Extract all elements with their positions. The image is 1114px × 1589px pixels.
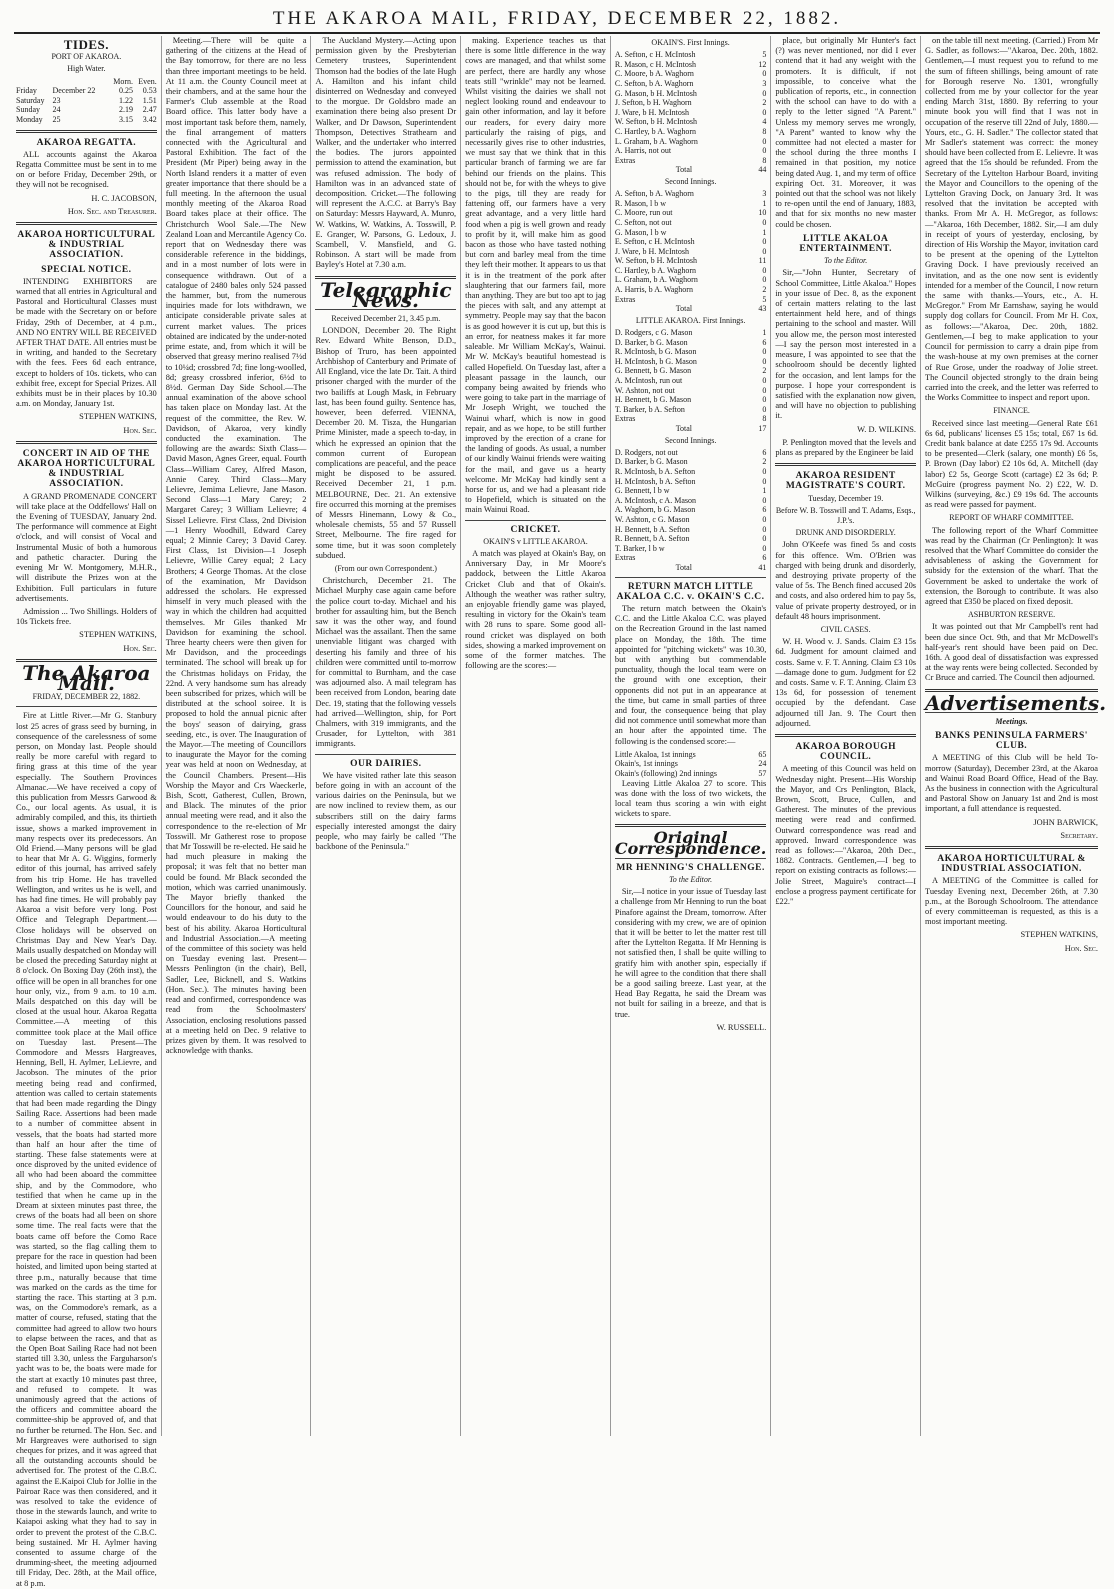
column-3: [311, 36, 461, 1436]
column-6: [771, 36, 921, 1436]
little-akaroa-first-innings: [615, 328, 766, 434]
divider: [615, 824, 766, 827]
column-4: [461, 36, 611, 1436]
table-row: A. Sefton, c H. McIntosh 5: [614, 50, 767, 60]
farmers-club-signature: JOHN BARWICK,: [1033, 817, 1099, 827]
telegraphic-news-text: LONDON, December 20. The Right Rev. Edward White Benson, D.D., Bishop of Truro, has been appointed Archbishop of Canterbury and Primate of All England, vice the late Dr. Tait. A third prisoner charged with the murder of the two bailiffs at Lough Mask, in February last, has been found guilty. Sentence has, however, been deferred. VIENNA, December 20. M. Tisza, the Hungarian Prime Minister, made a speech to-day, in which he expressed an opinion that the common current of European complications are peaceful, and the peace might be disposed to be assured. Received December 21, 1 p.m. MELBOURNE, Dec. 21. An extensive fire occurred this morning at the premises of Messrs Hinemann, Lowy & Co., wholesale chemists, 55 and 57 Russell Street, Melbourne. The fire raged for some time, but it was soon completely subdued.: [315, 326, 457, 560]
return-match-title: RETURN MATCH LITTLE AKALOA C.C. v. OKAIN'S C.C.: [616, 581, 765, 602]
table-row: Monday 25 3.15 3.42: [16, 114, 157, 124]
table-row: T. Barker, b A. Sefton 0: [614, 404, 767, 414]
table-row: R. Mason, c H. McIntosh 12: [614, 59, 767, 69]
correspondent-heading: (From our own Correspondent.): [334, 563, 437, 573]
table-row: R. Mason, l b w 1: [614, 198, 767, 208]
court-title: AKAROA RESIDENT MAGISTRATE'S COURT.: [785, 471, 906, 492]
divider: [925, 846, 1098, 849]
table-row: Extras 8: [614, 155, 767, 165]
table-row: L. Graham, b A. Waghorn 0: [614, 136, 767, 146]
court-before: Before W. B. Tosswill and T. Adams, Esqs., J.P.'s.: [775, 505, 916, 525]
table-row: D. Rodgers, not out 6: [614, 447, 767, 457]
entertainment-title: LITTLE AKALOA ENTERTAINMENT.: [799, 233, 892, 255]
table-row: Sunday 24 2.19 2.47: [16, 105, 157, 115]
divider: [775, 734, 916, 737]
henning-challenge-title: MR HENNING'S CHALLENGE.: [616, 862, 765, 873]
masthead: [14, 6, 1100, 34]
table-row: W. Ashton, not out 0: [614, 385, 767, 395]
table-row: Extras 8: [614, 414, 767, 424]
okains-first-innings: [615, 50, 766, 175]
table-row: Friday December 22 0.25 0.53: [16, 86, 157, 96]
hort-signature: STEPHEN WATKINS,: [79, 412, 157, 422]
tides-table: [16, 77, 157, 125]
return-match-result: Leaving Little Akaloa 27 to score. This was done with the loss of two wickets, the local team thus scoring a win with eight wickets to spare.: [614, 778, 767, 819]
civil-cases-heading: CIVIL CASES.: [820, 624, 871, 634]
table-row: Total 17: [675, 423, 767, 433]
divider: [465, 520, 606, 521]
regatta-signature: H. C. JACOBSON,: [91, 193, 157, 203]
divider: [16, 441, 157, 444]
entertainment-postscript: P. Penlington moved that the levels and plans as prepared by the Engineer be laid: [775, 437, 917, 457]
henning-to-editor: To the Editor.: [669, 874, 713, 884]
little-akaroa-second-innings: [615, 448, 766, 573]
local-news-continued: Meeting.—There will be quite a gathering of the citizens at the Head of the Bay tomorrow, for there are no less than three important meetings to be held. At 11 a.m. the County Council meet at their chambers, and at the same hour the Farmer's Club assemble at the Road Board office. This latter body have a most important task before them, namely, the final arrangement of matters connected with the Agricultural and Pastoral Exhibition. The fact of the President (Mr Piper) being away in the North Island renders it a matter of even greater importance that there should be a full meeting. In the afternoon the usual monthly meeting of the Akaroa Road Board takes place at their office. The Christchurch Wool Sale.—The New Zealand Loan and Mercantile Agency Co. report that on Wednesday there was considerable reference in the biddings, and in a most number of lots were in consequence withdrawn. Out of a catalogue of 2480 bales only 524 passed the hammer, but, from the numerous inquiries made for lots withdrawn, we anticipate considerable private sales at current market values. The prices obtained are indicated by the under-noted prime estate, and, from which it will be observed that greasy merino realised 7½d to 10¼d; crossbred 7d; fine long-woolled, 8d; greasy crossbred inferior, 6½d to 8½d. German Day Side School.—The annual examination of the above school has taken place on Monday last. At the request of the committee, the Rev. W. Davidson, of Akaroa, very kindly conducted the examination. The following are the awards: Sixth Class—David Mason, Agnes Greer, equal. Fourth Class—William Carey, Alfred Mason, Annie Carey. Third Class—Mary Lelievre, Jemima Lelievre, Jane Mason. Second Class—1 Mary Carey; 2 Margaret Carey; 3 William Lelievre; 4 Sissel Lelievre. First Class, 2nd Division—1 Henry Woodhill, Edward Carey equal; 2 Minnie Carey; 3 David Carey. First Class, 1st Division—1 Joseph Lelievre, Willie Carey equal; 2 Lacy Brothers; 4 George Thomas. At the close of the examination, Mr Davidson addressed the scholars. He expressed himself in very much pleased with the way in which the children had acquitted themselves. Mr Giles thanked Mr Davidson for examining the school. Three hearty cheers were then given for Mr Davidson, and the proceedings terminated. The school will break up for the Christmas holidays on Friday, the 22nd. A very handsome sum has already been subscribed for prizes, which will be distributed at the school soiree. It is proposed to hold the annual picnic after the boys' season of dairying, grass seeding, etc., is over. The Inauguration of the Mayor.—The meeting of Councillors to inaugurate the Mayor for the coming year was held at noon on Wednesday, at the Council Chambers. Present—His Worship the Mayor and Crs Waeckerle, Bish, Scott, Gatherest, Cullen, Brown, and Black. The minutes of the prior annual meeting were read, and it also the correspondence to the re-election of Mr Tosswill. Mr Gatherest rose to propose that Mr Tosswill be re-elected. He said he had much pleasure in making the proposal; it was felt that no better man could be found. Mr Black seconded the motion, which was carried unanimously. The Mayor briefly thanked the Councillors for the honour, and said he would endeavour to do his duty to the best of his ability. Akaroa Horticultural and Industrial Association.—A meeting of the committee of this society was held on Tuesday evening last. Present—Messrs Penlington (in the chair), Bell, Sadler, Lee, Bicknell, and S. Watkins (Hon. Sec.). The minutes having been read and confirmed, correspondence was read from the Schoolmasters' Association, enclosing resolutions passed at a meeting held on Dec. 9 relative to prizes given by them. It was resolved to acknowledge with thanks.: [165, 36, 307, 1056]
column-2: [162, 36, 312, 1436]
farmers-club-text: A MEETING of this Club will be held To-morrow (Saturday), December 23rd, at the Akaroa and Wainui Road Board Office, Head of the Bay. As the business in connection with the Agricultural and Pastoral Show on January 1st and 2nd is most important, a full attendance is requested.: [925, 753, 1099, 814]
court-text: John O'Keefe was fined 5s and costs for this offence. Wm. O'Brien was charged with being drunk and disorderly, and destroying private property of the value of 5s. The Bench fined accused 20s and costs, and also ordered him to pay 5s, value of private property destroyed, or in default 48 hours imprisonment.: [775, 540, 917, 621]
farmers-club-signature-role: Secretary.: [1060, 830, 1099, 840]
table-row: W. Sefton, b H. McIntosh 11: [614, 256, 767, 266]
table-row: Okain's, 1st innings 24: [614, 759, 767, 769]
little-akaroa-second-innings-title: Second Innings.: [664, 435, 717, 445]
divider: [775, 463, 916, 466]
hort-title: AKAROA HORTICULTURAL & INDUSTRIAL ASSOCIATION.: [17, 230, 156, 261]
telegraphic-news-title: Telegraphic News.: [320, 277, 452, 312]
table-row: C. Moore, run out 10: [614, 208, 767, 218]
high-water: High Water.: [67, 64, 106, 74]
dairies-continued: making. Experience teaches us that there is some little difference in the way cows are managed, and that whilst some are perfect, there are hardly any whose teats still "wrinkle" may not be learned. Whilst visiting the dairies we shall not neglect looking round and endeavour to gain other information, and lay it before our readers, for every dairy more particularly the raising of pigs, and necessarily gives rise to other industries, we must say that we think that in this particular branch of farming we are far behind our friends on the plains. This should not be, for with the wheys to give to the pigs, till they are ready for fattening off, our farmers have a very great advantage, and a very little hard food when a pig is well grown and ready to profit by it, will make him as good bacon as those who have tasted nothing but corn and barley meal from the time they left their mother. It appears to us that it is in the treatment of the pork after slaughtering that our farmers fail, more than anything. They are but too apt to jag the pieces with salt, and any attempt at symmetry. People may say that the bacon is as good however it is cut up, but this is an error, for neatness makes it far more saleable. Mr William McKay's, Wainui. Mr W. McKay's beautiful homestead is called Hopefield. On Tuesday last, after a pleasant passage in the launch, our company being awaited by friends who were going to take part in the marriage of Mr Joseph Wright, we touched the Wainui wharf, which is now in good repair, and as we hope, to be still further improved by the erection of a crane for the landing of goods. As usual, a number of our kindly Wainui friends were waiting for the mail, and gave us a hearty welcome. Mr McKay had kindly sent a horse for us, and we had a pleasant ride to Hopefield, which is situated on the main Wainui Road.: [465, 36, 606, 515]
finance-text: Received since last meeting—General Rate £61 6s 6d, publicans' licenses £5 15s; total, £67 1s 6d. Credit bank balance at date £255 17s 9d. Accounts to be presented—Clerk (salary, one month) £6 5s, P. Brown (Day labor) £2 10s 6d, A. Mitchell (day labor) £2 5s, George Scott (cartage) £2 3s 6d; P. McGuire (progress payment No. 2) £22, W. D. Wilkins (surveying, &c.) £9 19s 6d. The accounts as read were passed for payment.: [925, 418, 1099, 510]
paper-title: The Akaroa Mail.: [22, 660, 151, 695]
table-row: Extras 5: [614, 294, 767, 304]
divider: [615, 577, 766, 578]
condensed-score: [615, 750, 766, 779]
concert-admission: Admission ... Two Shillings. Holders of 10s Tickets free.: [16, 606, 157, 627]
hort-special-notice: SPECIAL NOTICE.: [41, 264, 132, 275]
little-akaroa-first-innings-title: LITTLE AKAROA. First Innings.: [635, 315, 746, 325]
reserve-text: It was pointed out that Mr Campbell's rent had been due since Oct. 9th, and that Mr McDowell's half-year's rent should have been paid on Dec. 16th. A good deal of dissatisfaction was expressed at the way rents were being collected. Seconded by Cr Bruce and carried. The Council then adjourned.: [925, 622, 1099, 683]
table-row: H. McIntosh, b G. Mason 0: [614, 356, 767, 366]
table-row: W. Sefton, b H. McIntosh 4: [614, 117, 767, 127]
dairies-title: OUR DAIRIES.: [350, 758, 422, 769]
meetings-heading: Meetings.: [995, 716, 1028, 726]
regatta-signature-role: Hon. Sec. and Treasurer.: [67, 206, 157, 216]
concert-signature: STEPHEN WATKINS,: [79, 630, 157, 640]
dairies-text: We have visited rather late this season before going in with an account of the various dairies on the Peninsula, but we are now inclined to review them, as our subscribers still on the dairy farms especially interested amongst the dairy people, who may fairly be called "The backbone of the Peninsula.": [315, 770, 457, 852]
table-row: C. Hartley, b A. Waghorn 8: [614, 126, 767, 136]
column-1: [12, 36, 162, 1588]
okains-first-innings-title: OKAIN'S. First Innings.: [651, 38, 730, 47]
table-row: R. Bennett, b A. Sefton 0: [614, 534, 767, 544]
entertainment-letter: Sir,—"John Hunter, Secretary of School Committee, Little Akaloa." Hopes in your issue of Dec. 8, as the exponent of certain matters relating to the last entertainment held here, and of things pertaining to the school and master. Will you allow me, the person most interested—I say the person most interested in a measure, I was appointed to see that the schoolroom should be decently lighted for the occasion, and lent lamps for the purpose. I hope your correspondent is satisfied with the explanation now given, and will have no objection to publishing it.: [775, 268, 917, 421]
table-row: G. Mason, l b w 1: [614, 227, 767, 237]
table-row: J. Sefton, b H. Waghorn 2: [614, 98, 767, 108]
concert-text: A GRAND PROMENADE CONCERT will take place at the Oddfellows' Hall on the Evening of TUESDAY, January 2nd. The performance will commence at Eight o'clock, and will consist of Vocal and Instrumental Music of both a humorous and pathetic character. During the evening Mr W. Montgomery, M.H.R., will distribute the Prizes won at the Exhibition. Full particulars in future advertisements.: [16, 491, 157, 603]
table-row: L. Graham, b A. Waghorn 0: [614, 275, 767, 285]
table-row: J. Ware, b H. McIntosh 0: [614, 246, 767, 256]
table-row: G. Bennett, b G. Mason 2: [614, 366, 767, 376]
table-row: Extras 6: [614, 553, 767, 563]
cricket-title: CRICKET.: [510, 524, 561, 535]
table-row: A. Waghorn, b G. Mason 6: [614, 505, 767, 515]
table-row: D. Barker, b G. Mason 2: [614, 457, 767, 467]
table-row: Saturday 23 1.22 1.51: [16, 95, 157, 105]
okains-second-innings-title: Second Innings.: [664, 176, 717, 186]
table-row: C. Sefton, b A. Waghorn 3: [614, 78, 767, 88]
table-row: D. Rodgers, c G. Mason 1: [614, 328, 767, 338]
tides-header: Morn. Even.: [113, 76, 157, 86]
table-row: A. McIntosh, c A. Mason 0: [614, 495, 767, 505]
cricket-text: A match was played at Okain's Bay, on Anniversary Day, in Mr Moore's paddock, between the Little Akaroa Cricket Club and that of Okain's. Although the weather was rather sultry, an enjoyable friendly game was played, resulting in victory for the Okain's team with 28 runs to spare. Some good all-round cricket was displayed on both sides, showing a marked improvement on some of the former matches. The following are the scores:—: [465, 548, 606, 671]
return-match-text: The return match between the Okain's C.C. and the Little Akaloa C.C. was played on the Recreation Ground in the last named place on Monday, the 18th. The time appointed for "pitching wickets" was 10.30, but with anything but commendable punctuality, though the local team were on the ground with one exception, their opponents did not put in an appearance at the time, but came in small parties of three and four, the consequence being that play did not commence until somewhat more than an hour after the appointed time. The following is the condensed score:—: [614, 603, 767, 746]
christchurch-news: Christchurch, December 21. The Michael Murphy case again came before the police court to-day. Michael and his brother for assaulting him, but the Bench saw it was the other way, and found Michael was the assailant. Then the same unenviable litigant was charged with deserting his family and three of his children were committed until to-morrow for committal to Burnham, and the case was adjourned also. A mail telegram has been received from London, bearing date Dec. 19, stating that the following vessels had arrived—Wellington, ship, for Port Chalmers, with 319 immigrants, and the Crusader, for Lyttelton, with 381 immigrants.: [315, 576, 457, 749]
hort-meeting-text: A MEETING of the Committee is called for Tuesday Evening next, December 26th, at 7.30 p.m., at the Borough Schoolroom. The attendance of every committeeman is requested, as this is a most important meeting.: [925, 876, 1099, 927]
table-row: G. Bennett, l b w 1: [614, 486, 767, 496]
table-row: R. McIntosh, b G. Mason 0: [614, 347, 767, 357]
regatta-notice: ALL accounts against the Akaroa Regatta Committee must be sent in to me on or before Friday, December 29th, or they will not be recognised.: [16, 149, 157, 190]
auckland-mystery-article: The Auckland Mystery.—Acting upon permission given by the Presbyterian Cemetery trustees, Superintendent Thomson had the bodies of the late Hugh A. Hamilton and his infant child disinterred on Wednesday and conveyed to the morgue. Dr Goldsbro made an examination there being also present Dr Walker, and Dr Dawson, Superintendent Thompson, Detectives Strathearn and Walker, and the undertaker who interred the bodies. The jurors appointed permission to attend the examination, but was refused admission. The body of Hamilton was in an advanced state of decomposition. Cricket.—The following will represent the A.C.C. at Barry's Bay on Saturday: Messrs Hayward, A. Munro, W. Watkins, W. Watkins, A. Tosswill, P. E. Granger, W. Parsons, G. Ledoux, J. Scambell, V. Mansfield, and G. Robinson. A start will be made from Bayley's Hotel at 7.30 a.m.: [315, 36, 457, 270]
finance-heading: FINANCE.: [993, 406, 1030, 416]
divider: [16, 706, 157, 707]
table-row: H. McIntosh, b A. Sefton 0: [614, 476, 767, 486]
farmers-club-title: BANKS PENINSULA FARMERS' CLUB.: [935, 731, 1088, 752]
cricket-match: OKAIN'S v LITTLE AKAROA.: [483, 536, 588, 546]
table-row: G. Mason, b H. McIntosh 0: [614, 88, 767, 98]
table-row: A. Sefton, b A. Waghorn 3: [614, 189, 767, 199]
advertisements-title: Advertisements.: [925, 690, 1107, 715]
concert-title: CONCERT IN AID OF THE AKAROA HORTICULTURAL & INDUSTRIAL ASSOCIATION.: [17, 448, 156, 490]
divider: [16, 130, 157, 133]
table-row: A. McIntosh, run out 0: [614, 376, 767, 386]
court-date: Tuesday, December 19.: [808, 493, 884, 503]
reserve-heading: ASHBURTON RESERVE.: [967, 610, 1056, 620]
column-5: [611, 36, 771, 1436]
column-7: [921, 36, 1107, 1436]
table-row: H. Bennett, b G. Mason 0: [614, 395, 767, 405]
civil-cases-text: W. H. Wood v. J. Sands. Claim £3 15s 6d. Judgment for amount claimed and costs. Same v. F. T. Anning. Claim £3 10s —damage done to gum. Judgment for £2 and costs. Same v. F. T. Anning. Claim £3 13s 6d, for possession of tenement occupied by the defendant. Case adjourned till Jan. 9. The Court then adjourned.: [775, 637, 917, 728]
hort-signature-role: Hon. Sec.: [123, 425, 157, 435]
henning-letter-signature: W. RUSSELL.: [716, 1022, 767, 1032]
regatta-title: AKAROA REGATTA.: [36, 137, 137, 148]
court-subheading: DRUNK AND DISORDERLY.: [795, 528, 896, 538]
columns: [12, 36, 1107, 1588]
divider: [615, 858, 766, 859]
table-row: H. Bennett, b A. Sefton 0: [614, 524, 767, 534]
table-row: J. Ware, b H. McIntosh 0: [614, 107, 767, 117]
table-row: A. Harris, not out 0: [614, 146, 767, 156]
table-row: E. Sefton, c H. McIntosh 0: [614, 237, 767, 247]
concert-signature-role: Hon. Sec.: [123, 643, 157, 653]
local-news: Fire at Little River.—Mr G. Stanbury lost 25 acres of grass seed by burning, in consequence of the carelessness of some person, on Monday last. People should really be more careful with regard to firing grass at this time of the year especially. The Southern Provinces Almanac.—We have received a copy of this publication from Messrs Garwood & Co., our local agents. As usual, it is admirably compiled, and this, its thirtieth issue, shows a marked improvement in many respects over its predecessors. An Old Friend.—Many persons will be glad to hear that Mr A. G. Wiggins, formerly editor of this journal, has arrived safely from his trip Home. He has travelled Wellington, and writes us he is well, and has had fine times. He will probably pay Akaroa a visit before very long. Post Office and Telegraph Department.—Close holidays will be observed on Christmas Day and New Year's Day. Mails usually despatched on Monday will be closed the preceding Saturday night at 8 o'clock. On Boxing Day (26th inst), the office will be open in all branches for one hour only, viz., from 9 a.m. to 10 a.m. Mails despatched on this day will be closed at the usual hour. Akaroa Regatta Committee.—A meeting of this committee took place at the Mail office on Tuesday last. Present—The Commodore and Messrs Hargreaves, Henning, Bell, H. Aylmer, LeLievre, and Jacobson. The minutes of the prior meeting being read and confirmed, attention was called to certain statements that had been made regarding the Dingy Sailing Race. Assertions had been made to a number of committee absent in vessels, that the boats had started more than half an hour after the time of starting. These false statements were at once disproved by the united evidence of all who had been aboard the committee ship, and by the Commodore, who testified that when he came up in the Dream at sixteen minutes past three, the crews of the boats had all been on shore some time. The real facts were that the boats came off before the Como Race was started, so the flag calling them to prepare for the race in question had been hoisted, and limited upon being started at three p.m., naturally because that time was marked on the cards as the time for starting the race. This starting at 3 p.m. was, on the Commodore's remark, as a matter of course, refused, stating that the committee had agreed to allow two hours to elapse between the races, and that as the Open Boat Sailing Race had not been started till 3.30, unless the Farguharson's yacht was to be, the boats were made for the start at exactly 10 minutes past three, and refused to compete. It was unanimously agreed that the actions of the officers and committee aboard the committee-ship be approved of, and that no further be returned. The Hon. Sec. and Mr Hargreaves were authorised to sign cheques for prizes, and it was agreed that all the outstanding accounts should be advertised for. The protest of the C.B.C. against the E.Kaipoi Club for Jollie in the Pairoar Race was then considered, and it was resolved to take the evidence of those in the stewards launch, and write to Kaiapoi asking what they had to say in order to prevent the protest of the C.B.C. being sustained. Mr H. Aylmer having consented to assume charge of the drumming-sheet, the meeting adjourned till Friday, Dec. 28th, at the Mail office, at 8 p.m.: [16, 711, 157, 1588]
okains-second-innings: [615, 189, 766, 314]
tides-title: TIDES.: [63, 37, 109, 52]
masthead-title: THE AKAROA MAIL, FRIDAY, DECEMBER 22, 1882.: [272, 8, 842, 29]
hort-meeting-title: AKAROA HORTICULTURAL & INDUSTRIAL ASSOCIATION.: [937, 854, 1086, 875]
table-row: Total 43: [675, 304, 767, 314]
divider: [315, 754, 456, 755]
wharf-committee-heading: REPORT OF WHARF COMMITTEE.: [949, 513, 1074, 523]
table-row: Little Akaloa, 1st innings 65: [614, 749, 767, 759]
wharf-committee-text: The following report of the Wharf Committee was read by the Chairman (Cr Penlington): It was resolved that the Wharf Committee do consider the advisableness of asking the Government for subsidy for the extension of the wharf. That the Government be asked to undertake the work of extension, the Borough to contribute. It was also agreed that £350 be placed on fixed deposit.: [925, 525, 1099, 606]
table-row: R. McIntosh, b A. Sefton 0: [614, 466, 767, 476]
table-row: Okain's (following) 2nd innings 57: [614, 768, 767, 778]
paper-date: FRIDAY, DECEMBER 22, 1882.: [32, 692, 141, 702]
table-row: C. Sefton, not out 0: [614, 217, 767, 227]
table-row: Total 41: [675, 562, 767, 572]
council-continued: on the table till next meeting. (Carried.) From Mr G. Sadler, as follows:—"Akaroa, Dec. 20th, 1882. Gentlemen,—I must request you to refund to me the sum of fifteen shillings, being amount of rate for Borough reserve No. 1301, wrongfully collected from me by your collector for the year ending March 31st, 1880. By referring to your minute book you will find that I was not in occupation of the reserve till 22nd of July, 1880.—Yours, etc., G. H. Sadler." The collector stated that Mr Sadler's statement was correct: the money should have been collected from E. Lelievre. It was agreed that the 15s should be refunded. From the Secretary of the Lyttelton Harbour Board, inviting the Mayor and Councillors to the opening of the Lyttelton Graving Dock, on January 3rd. It was resolved that the invitation be accepted with thanks. From Mr A. H. McGregor, as follows:—"Akaroa, 16th December, 1882. Sir,—I am duly in receipt of yours of yesterday, enclosing, by direction of His Worship the Mayor, invitation card to be present at the opening of the Lyttelton Graving Dock. I have previously received an invitation, and as the one now sent is evidently intended for a member of the Council, I now return the same with thanks.—Yours, etc., A. H. McGregor." From Mr Earnshaw, saying he would supply dog collars for Council. From Mr H. Cox, as follows:—"Akaroa, Dec. 20th, 1882. Gentlemen,—I beg to make application to your Council for permission to carry a drain pipe from the wash-house at my own premises at the corner of Rue Grose, under the roadway of Jolie street. The Council objected strongly to the drain being carried into the creek, and the letter was referred to the Works Committee to inspect and report upon.: [925, 36, 1099, 403]
table-row: T. Barker, l b w 0: [614, 543, 767, 553]
entertainment-to-editor: To the Editor.: [824, 256, 868, 266]
henning-letter: Sir,—I notice in your issue of Tuesday last a challenge from Mr Henning to run the boat Pinafore against the Dream, tomorrow. After considering with my crew, we are of opinion that it will be better to let the matter rest till after the Lyttelton Regatta. If Mr Henning is not satisfied then, I shall be quite willing to gratify him with another spin, especially if he will agree to the condition that there shall be a good sailing breeze. Last year, at the Head Bay Regatta, he said the Dream was not built for sailing in a breeze, and that is true.: [614, 887, 767, 1019]
table-row: Total 44: [675, 165, 767, 175]
telegram-received: Received December 21, 3.45 p.m.: [331, 314, 441, 324]
hort-meeting-signature-role: Hon. Sec.: [1064, 943, 1099, 953]
borough-council-text: A meeting of this Council was held on Wednesday night. Present—His Worship the Mayor, and Crs Penlington, Black, Brown, Scott, Bruce, Cullen, and Gatherest. The minutes of the previous meeting were read and confirmed. Outward correspondence was read and approved. Inward correspondence was read as follows:—"Akaroa, 20th Dec., 1882. Contracts. Gentlemen,—I beg to report on existing contracts as follows:—Jolie Street, Maguire's contract—I enclose a progress payment certificate for £22.": [775, 764, 917, 907]
borough-council-title: AKAROA BOROUGH COUNCIL.: [795, 742, 897, 763]
table-row: C. Moore, b A. Waghorn 0: [614, 69, 767, 79]
table-row: A. Harris, b A. Waghorn 2: [614, 285, 767, 295]
divider: [16, 222, 157, 225]
entertainment-signature: W. D. WILKINS.: [857, 424, 917, 434]
table-row: W. Ashton, c G. Mason 0: [614, 514, 767, 524]
port-name: PORT OF AKAROA.: [51, 52, 122, 62]
table-row: C. Hartley, b A. Waghorn 0: [614, 265, 767, 275]
hort-notice-text: INTENDING EXHIBITORS are warned that all entries in Agricultural and Pastoral and Horticultural Classes must be made with the Secretary on or before Friday, 29th of December, at 4 p.m., AND NO ENTRY WILL BE RECEIVED AFTER THAT DATE. All entries must be in writing, and handed to the Secretary with the fees. Fees 6d each entrance, except to holders of 10s. tickets, who can exhibit free, except for Special Prizes. All exhibits must be in their places by 10.30 a.m. on Monday, January 1st.: [16, 276, 157, 409]
hort-meeting-signature: STEPHEN WATKINS,: [1020, 930, 1099, 940]
school-letter-continued: place, but originally Mr Hunter's fact (?) was never mentioned, nor did I ever contend that it had any weight with the promoters. It is difficult, if not impossible, to conceive what the publication of reports, etc., in connection with the school can have to do with a reply to the letter signed "A Parent." Unless my memory serves me wrongly, "A Parent" wanted to know why the committee had not elected a master for the school during the three months I remained in that position, my notice being dated Aug. 1, and my term of office expiring Oct. 31. Moreover, it was pointed out that the school was not likely to re-open until the end of January, 1883, and that for six months no new master could be chosen.: [775, 36, 917, 229]
original-correspondence-title: Original Correspondence.: [614, 828, 767, 858]
table-row: D. Barker, b G. Mason 6: [614, 337, 767, 347]
